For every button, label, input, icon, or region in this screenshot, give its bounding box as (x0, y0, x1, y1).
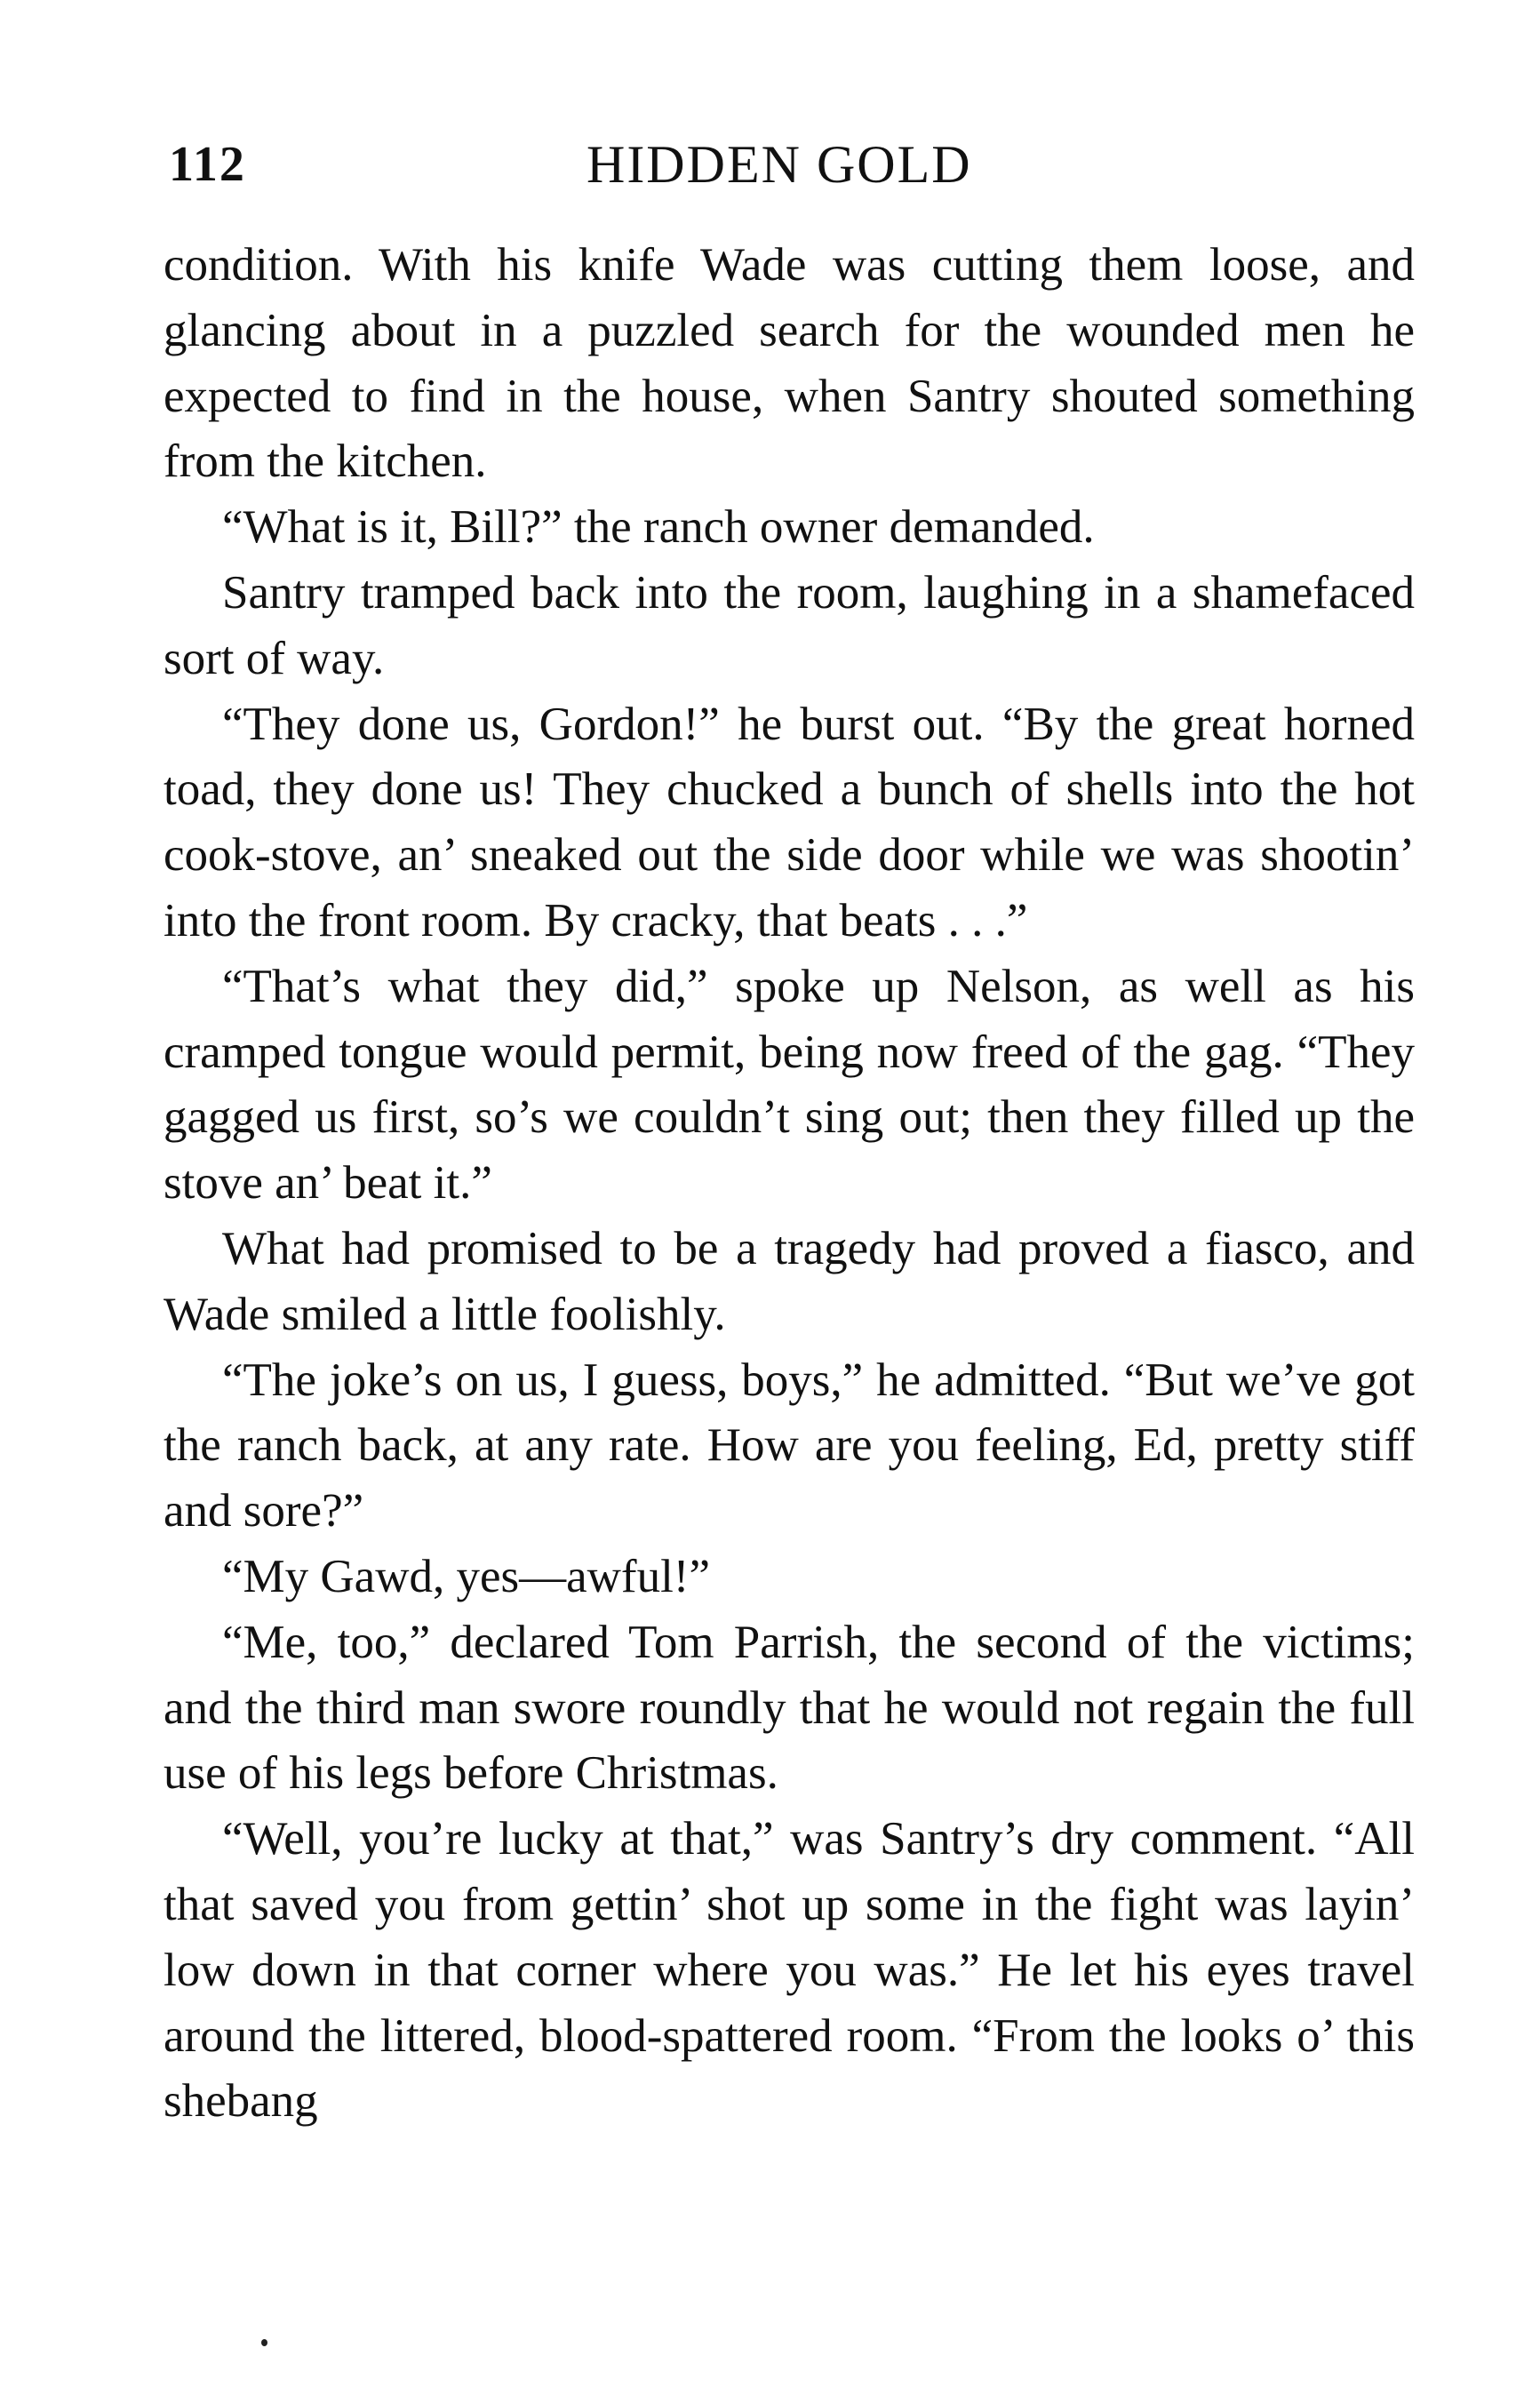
paragraph-3: Santry tramped back into the room, laughing in a shamefaced sort of way. (164, 566, 1415, 684)
paragraph-7: “The joke’s on us, I guess, boys,” he admitted. “But we’ve got the ranch back, at any rate. How are you feeling, Ed, pretty stiff and sore?” (164, 1354, 1415, 1537)
paragraph-1: condition. With his knife Wade was cutting them loose, and glancing about in a puzzled search for the wounded men he expected to find in the house, when Santry shouted something from the kitchen. (164, 239, 1415, 488)
running-head (169, 133, 1413, 196)
paragraph-2: “What is it, Bill?” the ranch owner demanded. (222, 501, 1095, 554)
paragraph-5: “That’s what they did,” spoke up Nelson, as well as his cramped tongue would permit, being now freed of the gag. “They gagged us first, so’s we couldn’t sing out; then they filled up the stove an’ beat it.” (164, 960, 1415, 1210)
paragraph-4: “They done us, Gordon!” he burst out. “By the great horned toad, they done us! They chucked a bunch of shells into the hot cook-stove, an’ sneaked out the side door while we was shootin’ into the front room. By cracky, that beats . . .” (164, 698, 1415, 946)
paragraph-9: “Me, too,” declared Tom Parrish, the second of the victims; and the third man swore roundly that he would not regain the full use of his legs before Christmas. (164, 1616, 1415, 1800)
body-text (164, 233, 1415, 2135)
paragraph-10: “Well, you’re lucky at that,” was Santry’s dry comment. “All that saved you from gettin’ shot up some in the fight was layin’ low down in that corner where you was.” He let his eyes travel around the littered, blood-spattered room. “From the looks o’ this shebang (164, 1813, 1415, 2128)
paragraph-8: “My Gawd, yes—awful!” (222, 1550, 710, 1602)
page-number: 112 (169, 137, 246, 192)
print-speck (261, 2339, 267, 2346)
paragraph-6: What had promised to be a tragedy had proved a fiasco, and Wade smiled a little foolishly. (164, 1222, 1415, 1340)
book-title: HIDDEN GOLD (586, 135, 972, 194)
